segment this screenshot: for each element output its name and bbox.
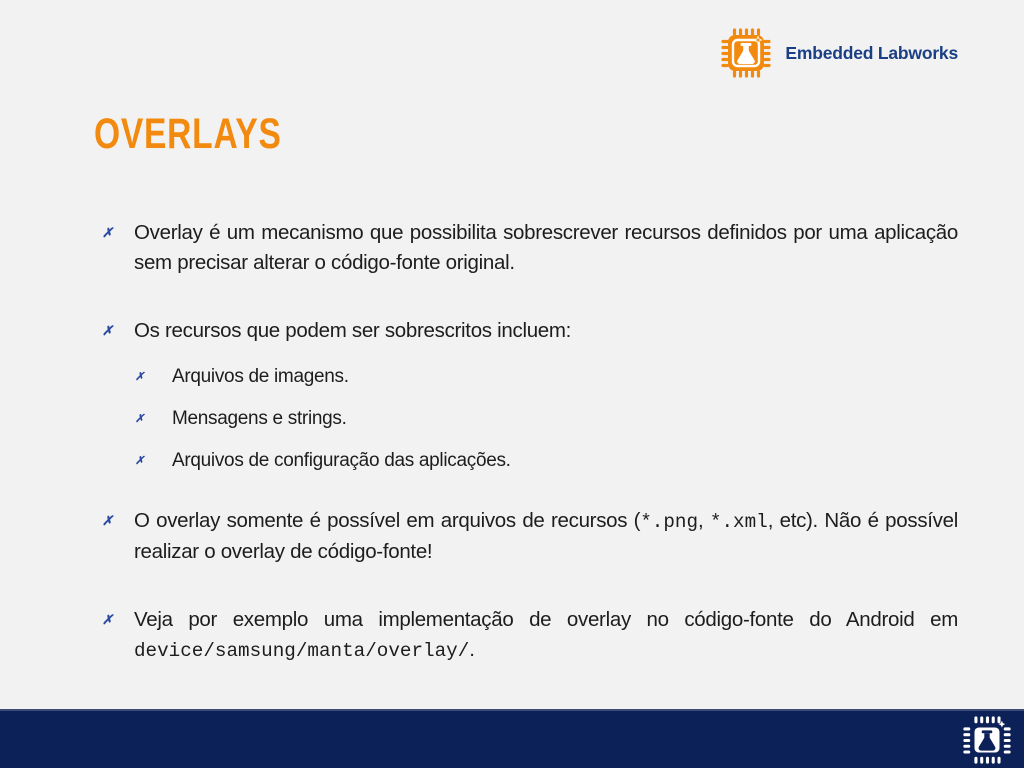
bullet-marker-icon: ✗ [135,455,145,467]
logo [720,27,958,79]
chip-flask-icon [962,715,1012,765]
page-title: OVERLAYS [94,110,282,158]
bullet-item [100,218,958,278]
bullet-item [100,506,958,567]
bullet-marker-icon: ✗ [135,371,145,383]
bullet-marker-icon: ✗ [135,413,145,425]
bullet-text: Os recursos que podem ser sobrescritos incluem: [134,319,572,342]
bullet-marker-icon: ✗ [102,323,113,338]
chip-flask-icon [720,27,772,79]
bullet-item [100,316,958,346]
sub-bullet-item [100,363,958,391]
bullet-text: Arquivos de configuração das aplicações. [172,450,511,471]
bullet-list [100,218,958,666]
bullet-marker-icon: ✗ [102,513,113,528]
bullet-text: Arquivos de imagens. [172,366,349,387]
bullet-text: Mensagens e strings. [172,408,347,429]
bullet-text: O overlay somente é possível em arquivos de recursos (*.png, *.xml, etc). Não é possível realizar o overlay de código-fonte! [134,509,958,563]
bullet-text: Overlay é um mecanismo que possibilita sobrescrever recursos definidos por uma aplicação sem precisar alterar o código-fonte original. [134,221,958,274]
sub-bullet-item [100,405,958,433]
bullet-item [100,605,958,666]
footer-bar [0,709,1024,768]
bullet-marker-icon: ✗ [102,612,113,627]
bullet-marker-icon: ✗ [102,225,113,240]
bullet-text: Veja por exemplo uma implementação de overlay no código-fonte do Android em device/samsung/manta/overlay/. [134,608,958,662]
sub-bullet-item [100,447,958,475]
logo-text: Embedded Labworks [785,42,958,63]
